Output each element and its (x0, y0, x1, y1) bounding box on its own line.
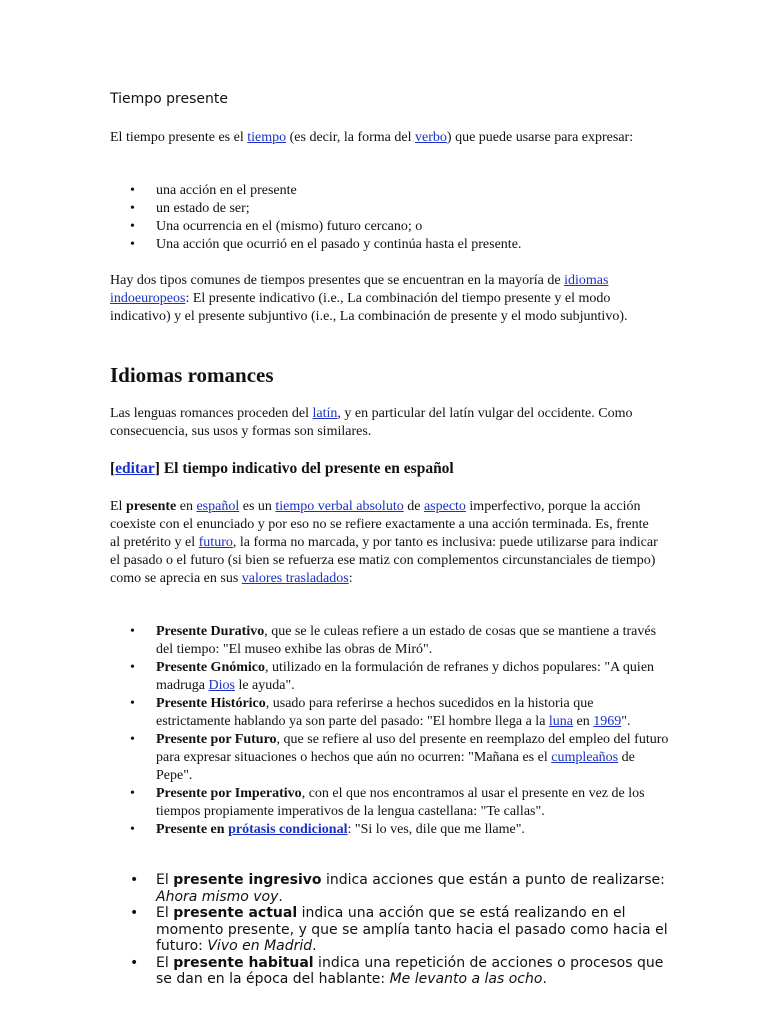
term-protasis: Presente en (156, 822, 229, 837)
list-item (110, 872, 670, 905)
list-item: • un estado de ser; (110, 200, 670, 218)
desc-protasis: : "Si lo ves, dile que me llame". (347, 822, 525, 837)
heading-indicativo (110, 459, 670, 479)
link-verbo[interactable]: verbo (415, 130, 447, 145)
indicative-paragraph (110, 498, 658, 588)
desc-gnomico-end: le ayuda". (234, 678, 295, 693)
bracket-open: [ (110, 460, 116, 477)
link-tiempo-verbal-absoluto[interactable]: tiempo verbal absoluto (275, 499, 404, 514)
ind-text-7: : (348, 571, 353, 586)
intro-text-2: (es decir, la forma del (286, 130, 416, 145)
example-habitual: Me levanto a las ocho (389, 971, 543, 987)
term-habitual: presente habitual (173, 954, 314, 971)
types-text-1: Hay dos tipos comunes de tiempos presentes que se encuentran en la mayoría de (110, 273, 565, 288)
list-item (110, 623, 670, 659)
romance-text-1: Las lenguas romances proceden del (110, 406, 313, 421)
kind-end: . (278, 888, 283, 905)
term-durativo: Presente Durativo (156, 624, 265, 639)
list-item (110, 821, 670, 839)
list-item: • Una acción que ocurrió en el pasado y continúa hasta el presente. (110, 236, 670, 254)
kind-pre: El (156, 872, 174, 888)
heading-indicativo-text: El tiempo indicativo del presente en español (159, 460, 454, 477)
edit-link[interactable]: editar (115, 460, 155, 477)
uses-list (110, 182, 670, 254)
ind-text-6: , la forma no marcada, y por tanto es inclusiva: puede utilizarse para indicar el pasado o el futuro (si bien se refuerza ese matiz con complementos circunstanciales de tiempo) como se aprecia en sus (110, 535, 658, 586)
document-title: Tiempo presente (110, 91, 228, 107)
desc-durativo: , que se le culeas refiere a un estado de cosas que se mantiene a través del tiempo: "El museo exhibe las obras de Miró". (156, 624, 657, 657)
list-item (110, 955, 670, 988)
link-valores-trasladados[interactable]: valores trasladados (241, 571, 349, 586)
list-item (110, 659, 670, 695)
link-idiomas-indoeuropeos[interactable]: idiomas indoeuropeos (110, 273, 609, 306)
link-futuro[interactable]: futuro (198, 535, 233, 550)
ind-bold-presente: presente (125, 499, 177, 514)
desc-actual: indica una acción que se está realizando en el momento presente, y que se amplía tanto hacia el pasado como hacia el futuro: (156, 905, 668, 954)
link-protasis-condicional[interactable]: prótasis condicional (228, 822, 348, 837)
list-item (110, 695, 670, 731)
desc-futuro: , que se refiere al uso del presente en reemplazo del empleo del futuro para expresar situaciones o hechos que aún no ocurren: "Mañana es el (156, 732, 669, 765)
term-imperativo: Presente por Imperativo (156, 786, 302, 801)
types-paragraph (110, 272, 655, 326)
link-latin[interactable]: latín (312, 406, 338, 421)
desc-historico-end: ". (621, 714, 631, 729)
term-actual: presente actual (173, 905, 298, 921)
term-gnomico: Presente Gnómico (156, 660, 265, 675)
ind-text-1: El (110, 499, 126, 514)
kind-pre: El (156, 905, 174, 921)
desc-historico-mid: en (573, 714, 594, 729)
link-aspecto[interactable]: aspecto (423, 499, 466, 514)
bracket-close: ] (154, 460, 160, 477)
romance-text-2: , y en particular del latín vulgar del occidente. Como consecuencia, sus usos y formas son similares. (110, 406, 633, 439)
intro-paragraph (110, 129, 650, 147)
term-historico: Presente Histórico (156, 696, 266, 711)
heading-idiomas-romances: Idiomas romances (110, 363, 274, 387)
values-list (110, 623, 670, 839)
intro-text-3: ) que puede usarse para expresar: (446, 130, 634, 145)
intro-text-1: El tiempo presente es el (110, 130, 248, 145)
desc-imperativo: , con el que nos encontramos al usar el presente en vez de los tiempos propiamente imperativos de la lengua castellana: "Te callas". (156, 786, 645, 819)
link-espanol[interactable]: español (196, 499, 240, 514)
desc-futuro-end: de Pepe". (156, 750, 635, 783)
term-ingresivo: presente ingresivo (173, 872, 322, 888)
example-actual: Vivo en Madrid (207, 938, 313, 954)
link-cumpleanos[interactable]: cumpleaños (551, 750, 619, 765)
ind-text-5: imperfectivo, porque la acción coexiste con el enunciado y por eso no se refiere exactamente a una acción terminada. Es, frente al pretérito y el (110, 499, 649, 550)
kind-pre: El (156, 954, 174, 971)
link-dios[interactable]: Dios (208, 678, 235, 693)
romance-paragraph (110, 405, 655, 441)
list-item: • una acción en el presente (110, 182, 670, 200)
ind-text-4: de (403, 499, 424, 514)
list-item: • Una ocurrencia en el (mismo) futuro cercano; o (110, 218, 670, 236)
link-tiempo[interactable]: tiempo (247, 130, 287, 145)
list-item (110, 785, 670, 821)
desc-gnomico: , utilizado en la formulación de refranes y dichos populares: "A quien madruga (156, 660, 655, 693)
link-1969[interactable]: 1969 (593, 714, 622, 729)
desc-ingresivo: indica acciones que están a punto de realizarse: (321, 872, 665, 888)
desc-historico: , usado para referirse a hechos sucedidos en la historia que estrictamente hablando ya son parte del pasado: "El hombre llega a la (156, 696, 594, 729)
example-ingresivo: Ahora mismo voy (156, 888, 279, 905)
list-item (110, 731, 670, 785)
kinds-list (110, 872, 670, 988)
list-item (110, 905, 670, 955)
kind-end: . (312, 938, 317, 954)
kind-end: . (542, 971, 547, 987)
ind-text-2: en (176, 499, 197, 514)
desc-habitual: indica una repetición de acciones o procesos que se dan en la época del hablante: (156, 954, 664, 987)
ind-text-3: es un (239, 499, 276, 514)
types-text-2: : El presente indicativo (i.e., La combinación del tiempo presente y el modo indicativo) y el presente subjuntivo (i.e., La combinación de presente y el modo subjuntivo). (110, 291, 628, 324)
link-luna[interactable]: luna (548, 714, 574, 729)
term-futuro: Presente por Futuro (156, 732, 277, 747)
